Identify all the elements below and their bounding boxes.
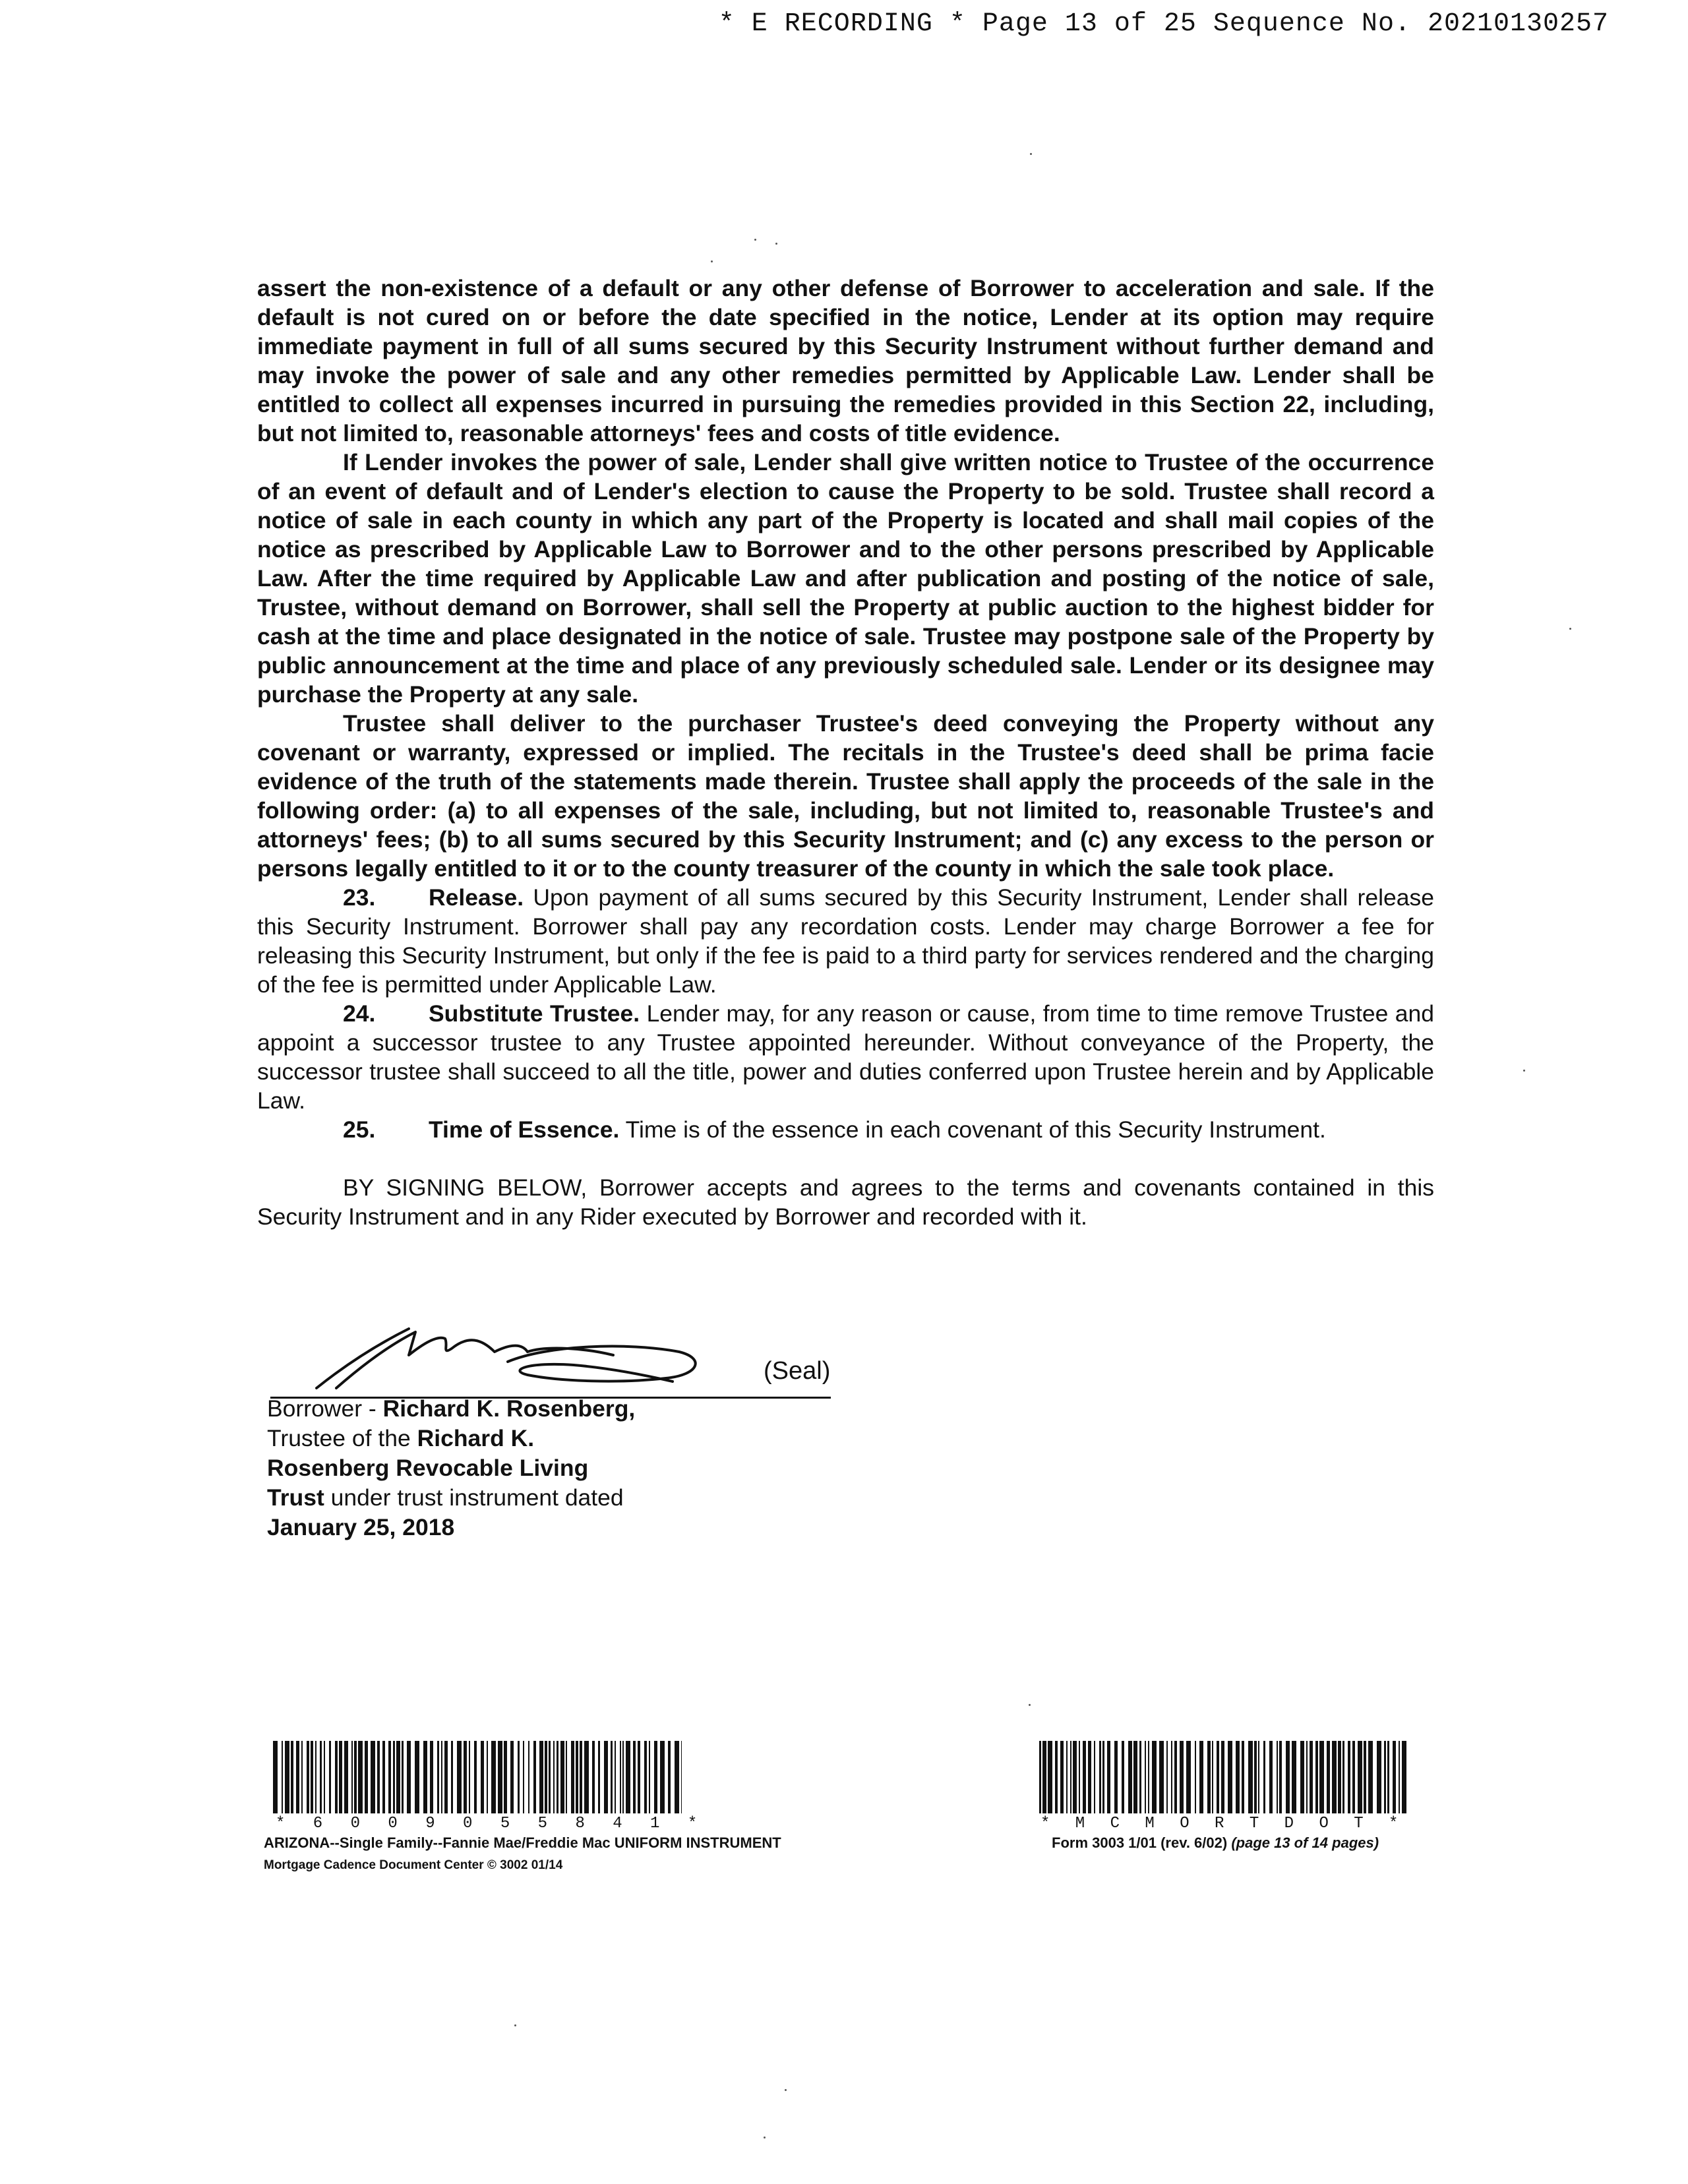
paragraph-default-remedies: assert the non-existence of a default or any other defense of Borrower to acceleration and sale. If the default is not cured on or before the date specified in the notice, Lender at its option may require immediate payment in full of all sums secured by this Security Instrument without further demand and may invoke the power of sale and any other remedies permitted by Applicable Law. Lender shall be entitled to collect all expenses incurred in pursuing the remedies provided in this Section 22, including, but not limited to, reasonable attorneys' fees and costs of title evidence.: [257, 275, 1434, 446]
barcode-bar: [1277, 1741, 1278, 1813]
barcode-bar: [549, 1741, 551, 1813]
barcode-bar: [1332, 1741, 1337, 1813]
barcode-bar: [654, 1741, 657, 1813]
barcode-bar: [644, 1741, 647, 1813]
barcode-bar: [1384, 1741, 1386, 1813]
signer-line-4: Trust under trust instrument dated: [267, 1484, 624, 1511]
barcode-bar: [430, 1741, 433, 1813]
barcode-bar: [580, 1741, 582, 1813]
signer-name: Richard K. Rosenberg,: [382, 1395, 636, 1422]
barcode-bar: [1195, 1741, 1196, 1813]
barcode-bar: [633, 1741, 636, 1813]
barcode-bar: [1228, 1741, 1232, 1813]
barcode-bar: [1300, 1741, 1304, 1813]
section-25-time-of-essence: [257, 1115, 1434, 1144]
barcode-bar: [1048, 1741, 1052, 1813]
barcode-bar: [1180, 1741, 1184, 1813]
barcode-bar: [339, 1741, 342, 1813]
barcode-bar: [649, 1741, 650, 1813]
section-23-release: [257, 883, 1434, 999]
barcode-bar: [329, 1741, 331, 1813]
barcode-bar: [1122, 1741, 1124, 1813]
barcode-bar: [291, 1741, 293, 1813]
barcode-bar: [1107, 1741, 1110, 1813]
barcode-bar: [444, 1741, 448, 1813]
section-25-number: 25.: [343, 1116, 376, 1143]
signing-statement: BY SIGNING BELOW, Borrower accepts and agrees to the terms and covenants contained in this Security Instrument and in any Rider executed by Borrower and recorded with it.: [257, 1174, 1434, 1230]
recording-header: * E RECORDING * Page 13 of 25 Sequence No. 20210130257: [718, 9, 1609, 39]
barcode-bar: [518, 1741, 520, 1813]
section-23-title: Release.: [429, 884, 524, 911]
barcode-bar: [402, 1741, 404, 1813]
barcode-bar: [1286, 1741, 1290, 1813]
barcode-bar: [553, 1741, 555, 1813]
barcode-bar: [388, 1741, 391, 1813]
barcode-bar: [423, 1741, 427, 1813]
barcode-bar: [481, 1741, 484, 1813]
barcode-right-text: * M C M O R T D O T *: [1040, 1815, 1406, 1833]
barcode-bar: [282, 1741, 283, 1813]
barcode-bar: [510, 1741, 514, 1813]
barcode-bar: [351, 1741, 353, 1813]
section-24-title: Substitute Trustee.: [429, 1000, 640, 1027]
barcode-bar: [487, 1741, 488, 1813]
barcode-bar: [1166, 1741, 1168, 1813]
barcode-bar: [344, 1741, 348, 1813]
barcode-bar: [533, 1741, 536, 1813]
barcode-bar: [1055, 1741, 1058, 1813]
barcode-bar: [1242, 1741, 1244, 1813]
barcode-bar: [1236, 1741, 1240, 1813]
barcode-bar: [393, 1741, 395, 1813]
barcode-bar: [1377, 1741, 1381, 1813]
barcode-bar: [437, 1741, 439, 1813]
barcode-bar: [1327, 1741, 1330, 1813]
barcode-left-number: * 6 0 0 9 0 5 5 8 4 1 *: [276, 1815, 707, 1833]
footer-page-count: (page 13 of 14 pages): [1231, 1835, 1379, 1851]
barcode-bar: [539, 1741, 543, 1813]
barcode-bar: [354, 1741, 357, 1813]
barcode-bar: [1171, 1741, 1172, 1813]
signer-date: January 25, 2018: [267, 1514, 455, 1540]
barcode-bar: [371, 1741, 375, 1813]
section-24-text: Lender may, for any reason or cause, from time to time remove Trustee and appoint a successor trustee to any Trustee appointed hereunder. Without conveyance of the Property, the successor trustee shall succeed to all the title, power and duties conferred upon Trustee herein and by Applicable Law.: [257, 1000, 1435, 1114]
barcode-bar: [1083, 1741, 1086, 1813]
barcode-bar: [1128, 1741, 1132, 1813]
barcode-bar: [1199, 1741, 1203, 1813]
barcode-bar: [1387, 1741, 1389, 1813]
footer-document-center: Mortgage Cadence Document Center © 3002 01/14: [264, 1858, 563, 1872]
barcode-bar: [377, 1741, 380, 1813]
barcode-bar: [441, 1741, 442, 1813]
barcode-bar: [557, 1741, 558, 1813]
barcode-bar: [1094, 1741, 1095, 1813]
barcode-bar: [620, 1741, 621, 1813]
barcode-bar: [474, 1741, 477, 1813]
barcode-right: [1039, 1741, 1408, 1819]
barcode-bar: [1079, 1741, 1080, 1813]
barcode-bar: [1073, 1741, 1077, 1813]
barcode-bar: [451, 1741, 453, 1813]
barcode-bar: [675, 1741, 679, 1813]
barcode-bar: [1217, 1741, 1219, 1813]
barcode-bar: [622, 1741, 624, 1813]
barcode-bar: [1174, 1741, 1177, 1813]
barcode-bar: [1042, 1741, 1046, 1813]
barcode-bar: [598, 1741, 600, 1813]
barcode-bar: [1399, 1741, 1400, 1813]
barcode-bar: [1221, 1741, 1224, 1813]
barcode-bar: [1102, 1741, 1104, 1813]
barcode-bar: [1310, 1741, 1313, 1813]
barcode-bar: [668, 1741, 671, 1813]
barcode-bar: [1338, 1741, 1341, 1813]
barcode-bar: [498, 1741, 502, 1813]
barcode-bar: [469, 1741, 470, 1813]
barcode-bar: [1292, 1741, 1296, 1813]
barcode-bar: [285, 1741, 289, 1813]
barcode-bar: [528, 1741, 529, 1813]
barcode-bar: [415, 1741, 419, 1813]
barcode-bar: [611, 1741, 613, 1813]
barcode-bar: [464, 1741, 467, 1813]
document-body: [257, 274, 1434, 1231]
barcode-bar: [584, 1741, 589, 1813]
barcode-bar: [1139, 1741, 1141, 1813]
barcode-bar: [1315, 1741, 1318, 1813]
barcode-bar: [592, 1741, 595, 1813]
section-23-text: Upon payment of all sums secured by this Security Instrument, Lender shall release this Security Instrument. Borrower shall pay any recordation costs. Lender may charge Borrower a fee for releasing this Security Instrument, but only if the fee is paid to a third party for services rendered and the charging of the fee is permitted under Applicable Law.: [257, 884, 1434, 998]
barcode-bar: [1114, 1741, 1118, 1813]
barcode-bar: [365, 1741, 368, 1813]
barcode-bar: [1066, 1741, 1068, 1813]
barcode-bar: [1159, 1741, 1164, 1813]
barcode-bar: [626, 1741, 630, 1813]
barcode-bar: [1368, 1741, 1373, 1813]
barcode-bar: [545, 1741, 547, 1813]
barcode-bar: [1060, 1741, 1064, 1813]
barcode-bar: [296, 1741, 299, 1813]
signer-block: [267, 1394, 635, 1542]
barcode-bar: [273, 1741, 278, 1813]
barcode-bar: [523, 1741, 524, 1813]
barcode-bar: [1186, 1741, 1191, 1813]
barcode-bar: [1319, 1741, 1324, 1813]
barcode-bar: [504, 1741, 507, 1813]
barcode-bar: [382, 1741, 385, 1813]
paragraph-trustee-deed: Trustee shall deliver to the purchaser Trustee's deed conveying the Property without any covenant or warranty, expressed or implied. The recitals in the Trustee's deed shall be prima facie evidence of the truth of the statements made therein. Trustee shall apply the proceeds of the sale in the following order: (a) to all expenses of the sale, including, but not limited to, reasonable Trustee's and attorneys' fees; (b) to all sums secured by this Security Instrument; and (c) any excess to the person or persons legally entitled to it or to the county treasurer of the county in which the sale took place.: [257, 710, 1434, 882]
barcode-bar: [307, 1741, 309, 1813]
barcode-bar: [615, 1741, 616, 1813]
seal-label: (Seal): [764, 1357, 831, 1385]
section-25-text: Time is of the essence in each covenant of this Security Instrument.: [625, 1116, 1326, 1143]
barcode-bar: [457, 1741, 462, 1813]
barcode-bar: [1348, 1741, 1350, 1813]
barcode-bar: [1393, 1741, 1396, 1813]
barcode-bar: [1352, 1741, 1355, 1813]
barcode-left: [273, 1741, 682, 1819]
barcode-bar: [1099, 1741, 1101, 1813]
barcode-bar: [396, 1741, 400, 1813]
barcode-bar: [604, 1741, 608, 1813]
barcode-bar: [638, 1741, 640, 1813]
barcode-bar: [1248, 1741, 1253, 1813]
barcode-bar: [576, 1741, 578, 1813]
barcode-bar: [1402, 1741, 1406, 1813]
barcode-bar: [324, 1741, 325, 1813]
barcode-bar: [1254, 1741, 1257, 1813]
barcode-bar: [1364, 1741, 1366, 1813]
handwritten-signature: [310, 1325, 758, 1398]
barcode-bar: [491, 1741, 496, 1813]
paragraph-power-of-sale: If Lender invokes the power of sale, Lender shall give written notice to Trustee of the occurrence of an event of default and of Lender's election to cause the Property to be sold. Trustee shall record a notice of sale in each county in which any part of the Property is located and shall mail copies of the notice as prescribed by Applicable Law to Borrower and to the other persons prescribed by Applicable Law. After the time required by Applicable Law and after publication and posting of the notice of sale, Trustee, without demand on Borrower, shall sell the Property at public auction to the highest bidder for cash at the time and place designated in the notice of sale. Trustee may postpone sale of the Property by public announcement at the time and place of any previously scheduled sale. Lender or its designee may purchase the Property at any sale.: [257, 449, 1434, 708]
section-23-number: 23.: [343, 884, 376, 911]
barcode-bar: [335, 1741, 338, 1813]
signer-line-3: Rosenberg Revocable Living: [267, 1455, 589, 1481]
barcode-bar: [1306, 1741, 1308, 1813]
signer-line-1: Borrower - Richard K. Rosenberg,: [267, 1395, 636, 1422]
barcode-bar: [1269, 1741, 1273, 1813]
barcode-bar: [1152, 1741, 1157, 1813]
barcode-bar: [1088, 1741, 1091, 1813]
barcode-bar: [1258, 1741, 1259, 1813]
section-24-number: 24.: [343, 1000, 376, 1027]
barcode-bar: [1070, 1741, 1071, 1813]
barcode-bar: [560, 1741, 564, 1813]
barcode-bar: [301, 1741, 303, 1813]
barcode-bar: [1148, 1741, 1149, 1813]
barcode-bar: [1279, 1741, 1282, 1813]
section-24-substitute-trustee: [257, 999, 1434, 1115]
barcode-bar: [1133, 1741, 1137, 1813]
footer-form-title: ARIZONA--Single Family--Fannie Mae/Freddie Mac UNIFORM INSTRUMENT: [264, 1835, 781, 1851]
barcode-bar: [1212, 1741, 1213, 1813]
barcode-bar: [571, 1741, 574, 1813]
barcode-bar: [1263, 1741, 1265, 1813]
section-25-title: Time of Essence.: [429, 1116, 620, 1143]
barcode-bar: [1207, 1741, 1211, 1813]
signer-line-2: Trustee of the Richard K.: [267, 1425, 535, 1451]
barcode-bar: [320, 1741, 322, 1813]
barcode-bar: [681, 1741, 682, 1813]
barcode-bar: [1145, 1741, 1146, 1813]
barcode-bar: [311, 1741, 313, 1813]
barcode-bar: [1342, 1741, 1344, 1813]
barcode-bar: [566, 1741, 567, 1813]
barcode-bar: [407, 1741, 411, 1813]
barcode-bar: [1039, 1741, 1041, 1813]
barcode-bar: [358, 1741, 363, 1813]
barcode-bar: [315, 1741, 316, 1813]
barcode-bar: [660, 1741, 665, 1813]
footer-form-number: Form 3003 1/01 (rev. 6/02) (page 13 of 14 pages): [1052, 1835, 1379, 1851]
barcode-bar: [1358, 1741, 1362, 1813]
